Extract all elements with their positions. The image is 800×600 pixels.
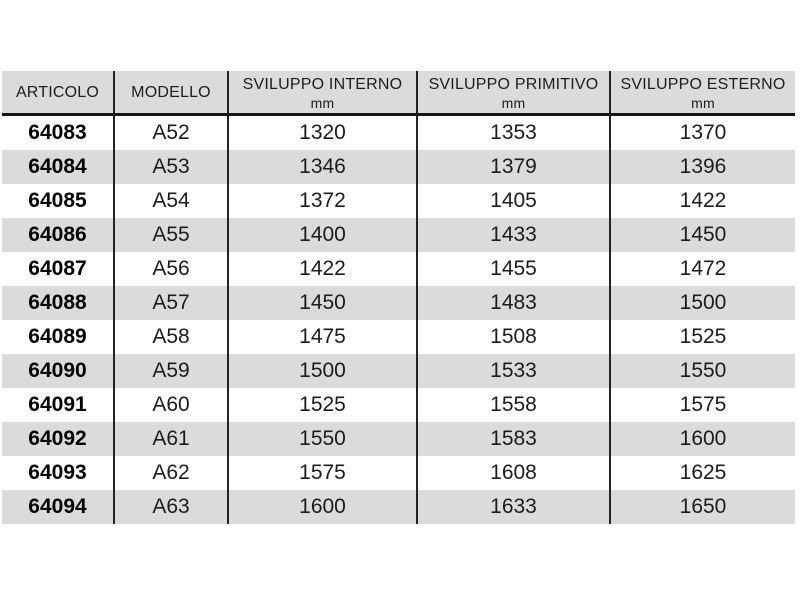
- cell-modello: A59: [114, 354, 228, 388]
- col-header-sviluppo-primitivo: [417, 71, 610, 115]
- cell-modello: A63: [114, 490, 228, 524]
- col-header-articolo: [2, 71, 114, 115]
- cell-sviluppo-primitivo: 1583: [417, 422, 610, 456]
- cell-articolo: 64085: [2, 184, 114, 218]
- cell-sviluppo-esterno: 1422: [610, 184, 795, 218]
- cell-sviluppo-primitivo: 1633: [417, 490, 610, 524]
- cell-sviluppo-esterno: 1525: [610, 320, 795, 354]
- table-row: [2, 388, 795, 422]
- cell-sviluppo-interno: 1450: [228, 286, 417, 320]
- cell-sviluppo-interno: 1525: [228, 388, 417, 422]
- table-row: [2, 184, 795, 218]
- cell-sviluppo-esterno: 1472: [610, 252, 795, 286]
- col-header-modello: [114, 71, 228, 115]
- cell-sviluppo-primitivo: 1353: [417, 115, 610, 151]
- table-row: [2, 490, 795, 524]
- cell-sviluppo-primitivo: 1508: [417, 320, 610, 354]
- col-header-sviluppo-interno: [228, 71, 417, 115]
- table-row: [2, 150, 795, 184]
- cell-articolo: 64089: [2, 320, 114, 354]
- cell-sviluppo-esterno: 1650: [610, 490, 795, 524]
- header-row: [2, 71, 795, 115]
- cell-modello: A56: [114, 252, 228, 286]
- cell-articolo: 64087: [2, 252, 114, 286]
- col-header-sviluppo-primitivo-label: SVILUPPO PRIMITIVO: [428, 75, 599, 93]
- cell-sviluppo-interno: 1372: [228, 184, 417, 218]
- table-row: [2, 456, 795, 490]
- cell-sviluppo-interno: 1400: [228, 218, 417, 252]
- cell-modello: A55: [114, 218, 228, 252]
- col-header-sviluppo-interno-unit: mm: [310, 94, 335, 111]
- cell-sviluppo-interno: 1422: [228, 252, 417, 286]
- cell-sviluppo-primitivo: 1379: [417, 150, 610, 184]
- cell-articolo: 64091: [2, 388, 114, 422]
- cell-sviluppo-primitivo: 1433: [417, 218, 610, 252]
- col-header-modello-label: MODELLO: [131, 84, 211, 101]
- table-body: [2, 115, 795, 525]
- cell-sviluppo-primitivo: 1455: [417, 252, 610, 286]
- cell-modello: A60: [114, 388, 228, 422]
- cell-sviluppo-esterno: 1600: [610, 422, 795, 456]
- cell-sviluppo-primitivo: 1533: [417, 354, 610, 388]
- cell-sviluppo-interno: 1475: [228, 320, 417, 354]
- cell-sviluppo-esterno: 1550: [610, 354, 795, 388]
- cell-sviluppo-esterno: 1575: [610, 388, 795, 422]
- cell-modello: A61: [114, 422, 228, 456]
- table-row: [2, 252, 795, 286]
- belt-spec-table: [2, 71, 795, 524]
- table-row: [2, 320, 795, 354]
- cell-sviluppo-primitivo: 1558: [417, 388, 610, 422]
- cell-articolo: 64084: [2, 150, 114, 184]
- cell-articolo: 64092: [2, 422, 114, 456]
- col-header-sviluppo-esterno-unit: mm: [691, 94, 715, 111]
- cell-modello: A52: [114, 115, 228, 151]
- col-header-sviluppo-esterno-label: SVILUPPO ESTERNO: [620, 75, 786, 93]
- table-row: [2, 218, 795, 252]
- cell-sviluppo-interno: 1550: [228, 422, 417, 456]
- col-header-sviluppo-esterno: [610, 71, 795, 115]
- table-row: [2, 422, 795, 456]
- cell-articolo: 64090: [2, 354, 114, 388]
- cell-sviluppo-interno: 1346: [228, 150, 417, 184]
- cell-modello: A57: [114, 286, 228, 320]
- cell-modello: A58: [114, 320, 228, 354]
- col-header-articolo-label: ARTICOLO: [15, 84, 100, 101]
- cell-sviluppo-primitivo: 1608: [417, 456, 610, 490]
- cell-sviluppo-interno: 1500: [228, 354, 417, 388]
- cell-articolo: 64093: [2, 456, 114, 490]
- col-header-sviluppo-interno-label: SVILUPPO INTERNO: [242, 75, 403, 93]
- cell-sviluppo-esterno: 1370: [610, 115, 795, 151]
- cell-sviluppo-primitivo: 1405: [417, 184, 610, 218]
- cell-articolo: 64094: [2, 490, 114, 524]
- table-row: [2, 115, 795, 151]
- cell-sviluppo-esterno: 1500: [610, 286, 795, 320]
- cell-sviluppo-esterno: 1450: [610, 218, 795, 252]
- cell-sviluppo-interno: 1600: [228, 490, 417, 524]
- cell-modello: A53: [114, 150, 228, 184]
- cell-sviluppo-interno: 1575: [228, 456, 417, 490]
- cell-modello: A54: [114, 184, 228, 218]
- table-row: [2, 354, 795, 388]
- cell-sviluppo-esterno: 1396: [610, 150, 795, 184]
- cell-articolo: 64088: [2, 286, 114, 320]
- table-row: [2, 286, 795, 320]
- cell-articolo: 64086: [2, 218, 114, 252]
- cell-sviluppo-esterno: 1625: [610, 456, 795, 490]
- cell-articolo: 64083: [2, 115, 114, 151]
- cell-modello: A62: [114, 456, 228, 490]
- cell-sviluppo-interno: 1320: [228, 115, 417, 151]
- cell-sviluppo-primitivo: 1483: [417, 286, 610, 320]
- col-header-sviluppo-primitivo-unit: mm: [501, 94, 526, 111]
